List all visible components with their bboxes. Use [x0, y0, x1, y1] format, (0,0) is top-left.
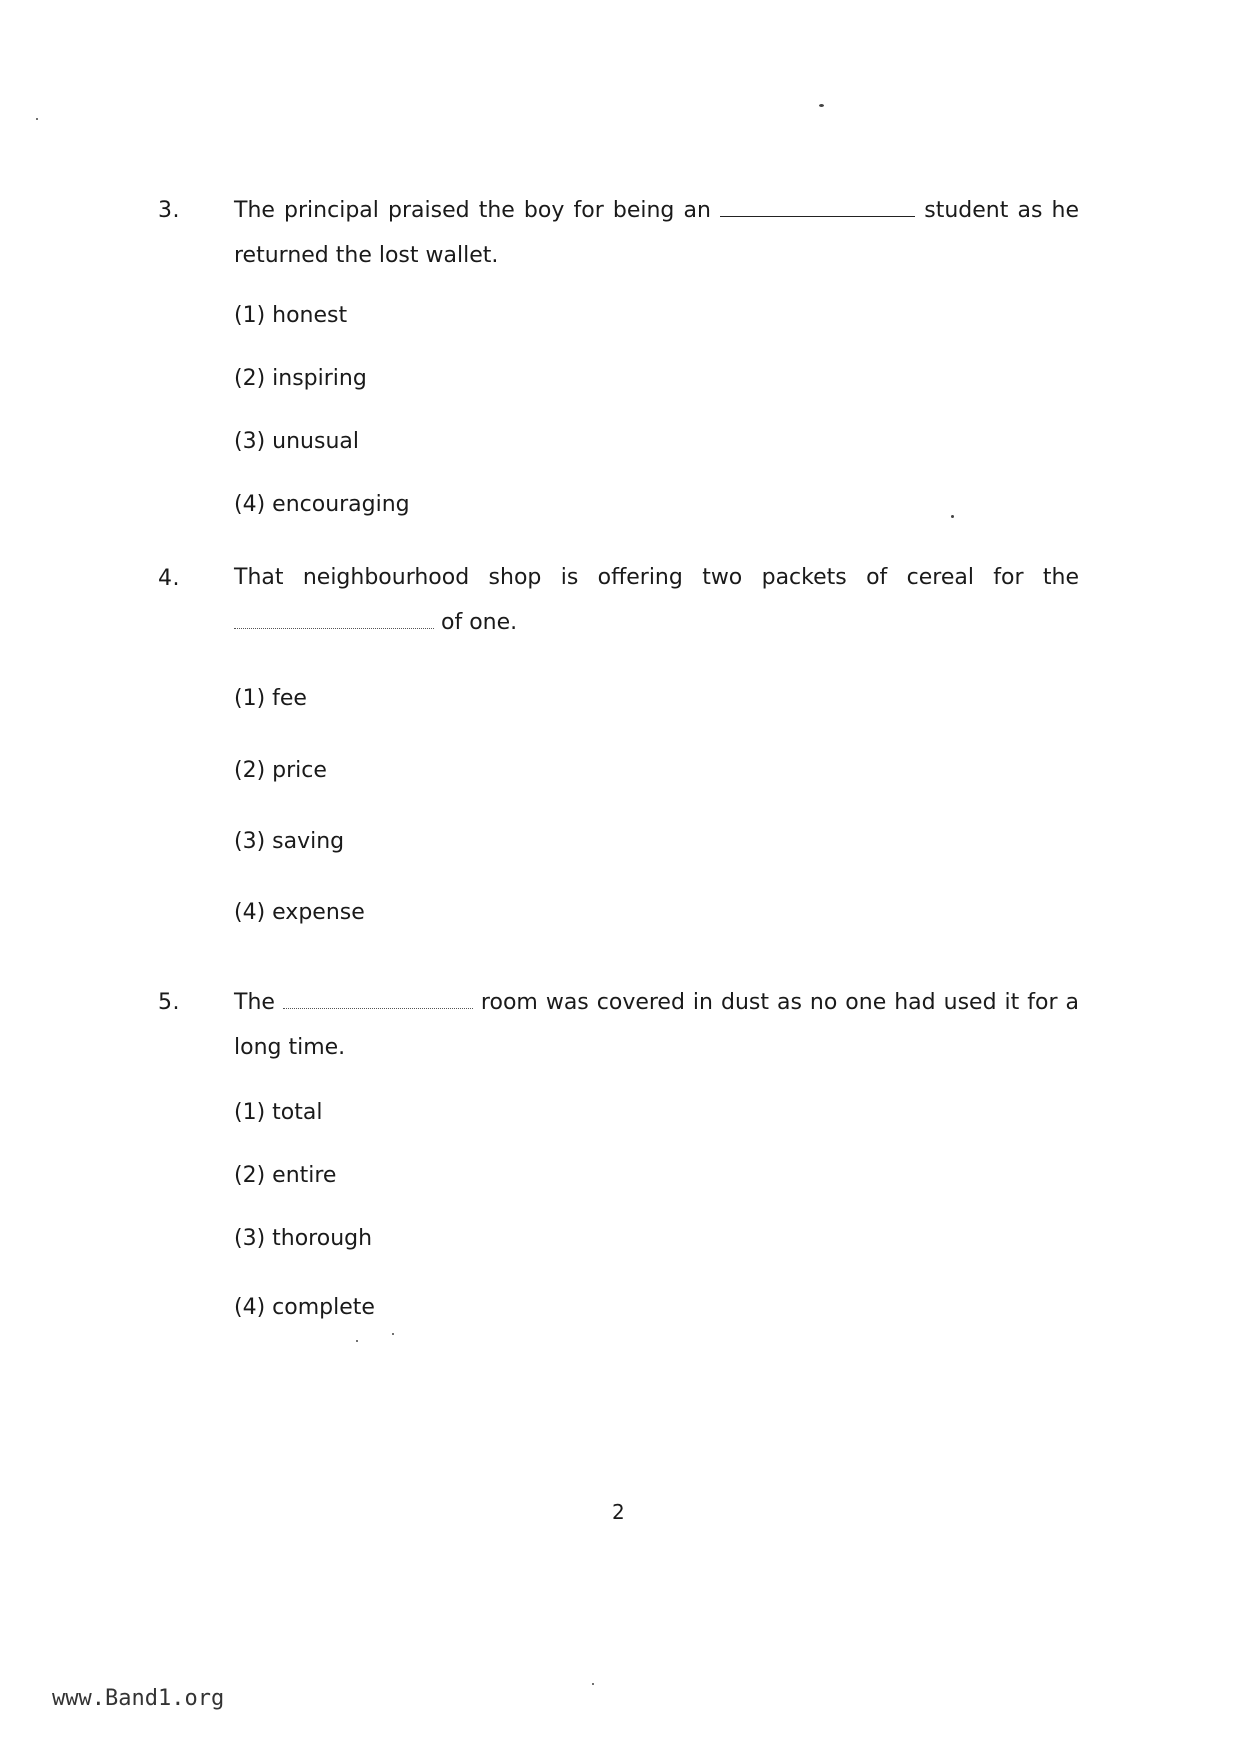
question-number: 3. — [158, 198, 180, 223]
answer-blank — [234, 608, 434, 629]
question-text-after: student as he returned the lost wallet. — [234, 198, 1080, 268]
question-text-before: The — [234, 990, 275, 1015]
question-number: 4. — [158, 566, 180, 591]
question-text — [234, 188, 1079, 278]
question-text — [234, 980, 1079, 1070]
scan-speck — [592, 1683, 594, 1685]
footer-website: www.Band1.org — [52, 1686, 225, 1711]
option-1[interactable]: (1) honest — [234, 303, 348, 328]
option-2[interactable]: (2) inspiring — [234, 366, 367, 391]
question-text-before: That neighbourhood shop is offering two packets of cereal for the — [234, 565, 1079, 590]
answer-blank — [720, 196, 915, 217]
question-text — [234, 555, 1079, 645]
option-4[interactable]: (4) encouraging — [234, 492, 410, 517]
scan-speck — [819, 104, 824, 107]
scan-speck — [36, 118, 38, 120]
scan-speck — [392, 1333, 394, 1335]
option-1[interactable]: (1) total — [234, 1100, 323, 1125]
option-2[interactable]: (2) entire — [234, 1163, 337, 1188]
option-1[interactable]: (1) fee — [234, 686, 307, 711]
question-text-after: room was covered in dust as no one had used it for a long time. — [234, 990, 1079, 1060]
question-text-before: The principal praised the boy for being an — [234, 198, 711, 223]
option-3[interactable]: (3) saving — [234, 829, 345, 854]
question-text-after: of one. — [441, 610, 518, 635]
option-3[interactable]: (3) unusual — [234, 429, 359, 454]
option-3[interactable]: (3) thorough — [234, 1226, 373, 1251]
answer-blank — [283, 988, 473, 1009]
option-4[interactable]: (4) expense — [234, 900, 365, 925]
page-number: 2 — [612, 1500, 625, 1524]
scan-speck — [951, 515, 954, 518]
scan-speck — [356, 1340, 358, 1342]
question-number: 5. — [158, 990, 180, 1015]
option-2[interactable]: (2) price — [234, 758, 327, 783]
option-4[interactable]: (4) complete — [234, 1295, 375, 1320]
